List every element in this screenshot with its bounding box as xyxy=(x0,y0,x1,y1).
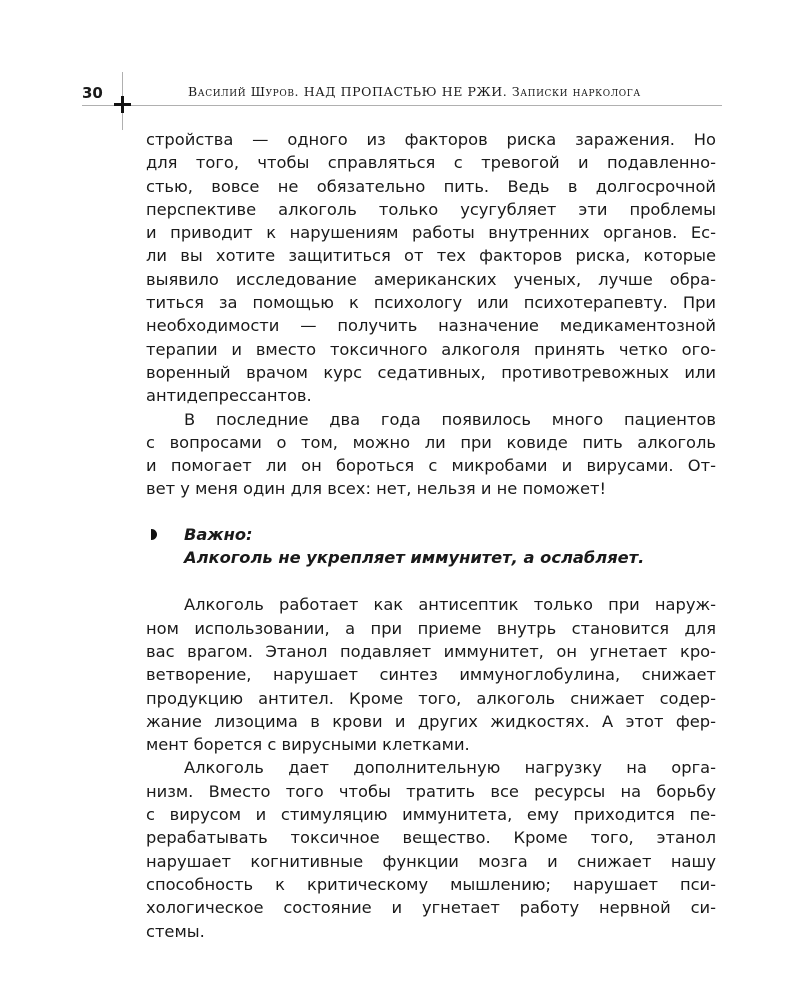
text-line: стемы. xyxy=(146,921,205,941)
text-line: В последние два года появилось много пациентов xyxy=(184,409,716,429)
text-line: с вирусом и стимуляцию иммунитета, ему приходится пе- xyxy=(146,805,716,825)
paragraph-4 xyxy=(146,756,716,942)
text-line: хологическое состояние и угнетает работу нервной си- xyxy=(146,898,716,918)
text-line: Алкоголь дает дополнительную нагрузку на орга- xyxy=(184,758,716,778)
text-line: и приводит к нарушениям работы внутренних органов. Ес- xyxy=(146,223,716,243)
text-line: воренный врачом курс седативных, противотревожных или xyxy=(146,362,716,382)
text-line: антидепрессантов. xyxy=(146,386,312,406)
text-line: вас врагом. Этанол подавляет иммунитет, он угнетает кро- xyxy=(146,641,716,661)
note-text: Алкоголь не укрепляет иммунитет, а ослабляет. xyxy=(184,548,645,568)
text-line: вет у меня один для всех: нет, нельзя и не поможет! xyxy=(146,479,607,499)
text-line: для того, чтобы справляться с тревогой и подавленно- xyxy=(146,153,716,173)
paragraph-3 xyxy=(146,593,716,756)
text-line: и помогает ли он бороться с микробами и вирусами. От- xyxy=(146,456,716,476)
page-number: 30 xyxy=(82,84,103,102)
running-head: Василий Шуров. НАД ПРОПАСТЬЮ НЕ РЖИ. Записки нарколога xyxy=(188,84,641,99)
text-line: рерабатывать токсичное вещество. Кроме того, этанол xyxy=(146,828,716,848)
text-line: стью, вовсе не обязательно пить. Ведь в долгосрочной xyxy=(146,176,716,196)
paragraph-2 xyxy=(146,408,716,501)
text-line: мент борется с вирусными клетками. xyxy=(146,735,470,755)
text-line: титься за помощью к психологу или психотерапевту. При xyxy=(146,293,716,313)
text-line: способность к критическому мышлению; нарушает пси- xyxy=(146,874,716,894)
body-text xyxy=(146,128,716,943)
text-line: ветворение, нарушает синтез иммуноглобулина, снижает xyxy=(146,665,716,685)
important-note xyxy=(146,523,716,570)
text-line: выявило исследование американских ученых, лучше обра- xyxy=(146,269,716,289)
running-head-title: НАД ПРОПАСТЬЮ НЕ РЖИ xyxy=(303,84,503,99)
text-line: ном использовании, а при приеме внутрь становится для xyxy=(146,618,716,638)
text-line: жание лизоцима в крови и других жидкостях. А этот фер- xyxy=(146,711,716,731)
crop-mark-plus-icon xyxy=(114,96,131,113)
text-line: Алкоголь работает как антисептик только при наруж- xyxy=(184,595,716,615)
text-line: стройства — одного из факторов риска заражения. Но xyxy=(146,130,716,149)
text-line: низм. Вместо того чтобы тратить все ресурсы на борьбу xyxy=(146,781,716,801)
text-line: терапии и вместо токсичного алкоголя принять четко ого- xyxy=(146,339,716,359)
text-line: продукцию антител. Кроме того, алкоголь снижает содер- xyxy=(146,688,716,708)
text-line: нарушает когнитивные функции мозга и снижает нашу xyxy=(146,851,716,871)
note-label: Важно: xyxy=(184,524,253,544)
half-circle-bullet-icon xyxy=(146,529,157,540)
text-line: необходимости — получить назначение медикаментозной xyxy=(146,316,716,336)
text-line: перспективе алкоголь только усугубляет эти проблемы xyxy=(146,199,716,219)
header-horizontal-rule xyxy=(82,105,722,106)
running-head-subtitle: Записки нарколога xyxy=(511,84,641,99)
paragraph-1 xyxy=(146,128,716,408)
text-line: с вопросами о том, можно ли при ковиде пить алкоголь xyxy=(146,432,716,452)
running-head-author: Василий Шуров xyxy=(188,84,295,99)
text-line: ли вы хотите защититься от тех факторов риска, которые xyxy=(146,246,716,266)
